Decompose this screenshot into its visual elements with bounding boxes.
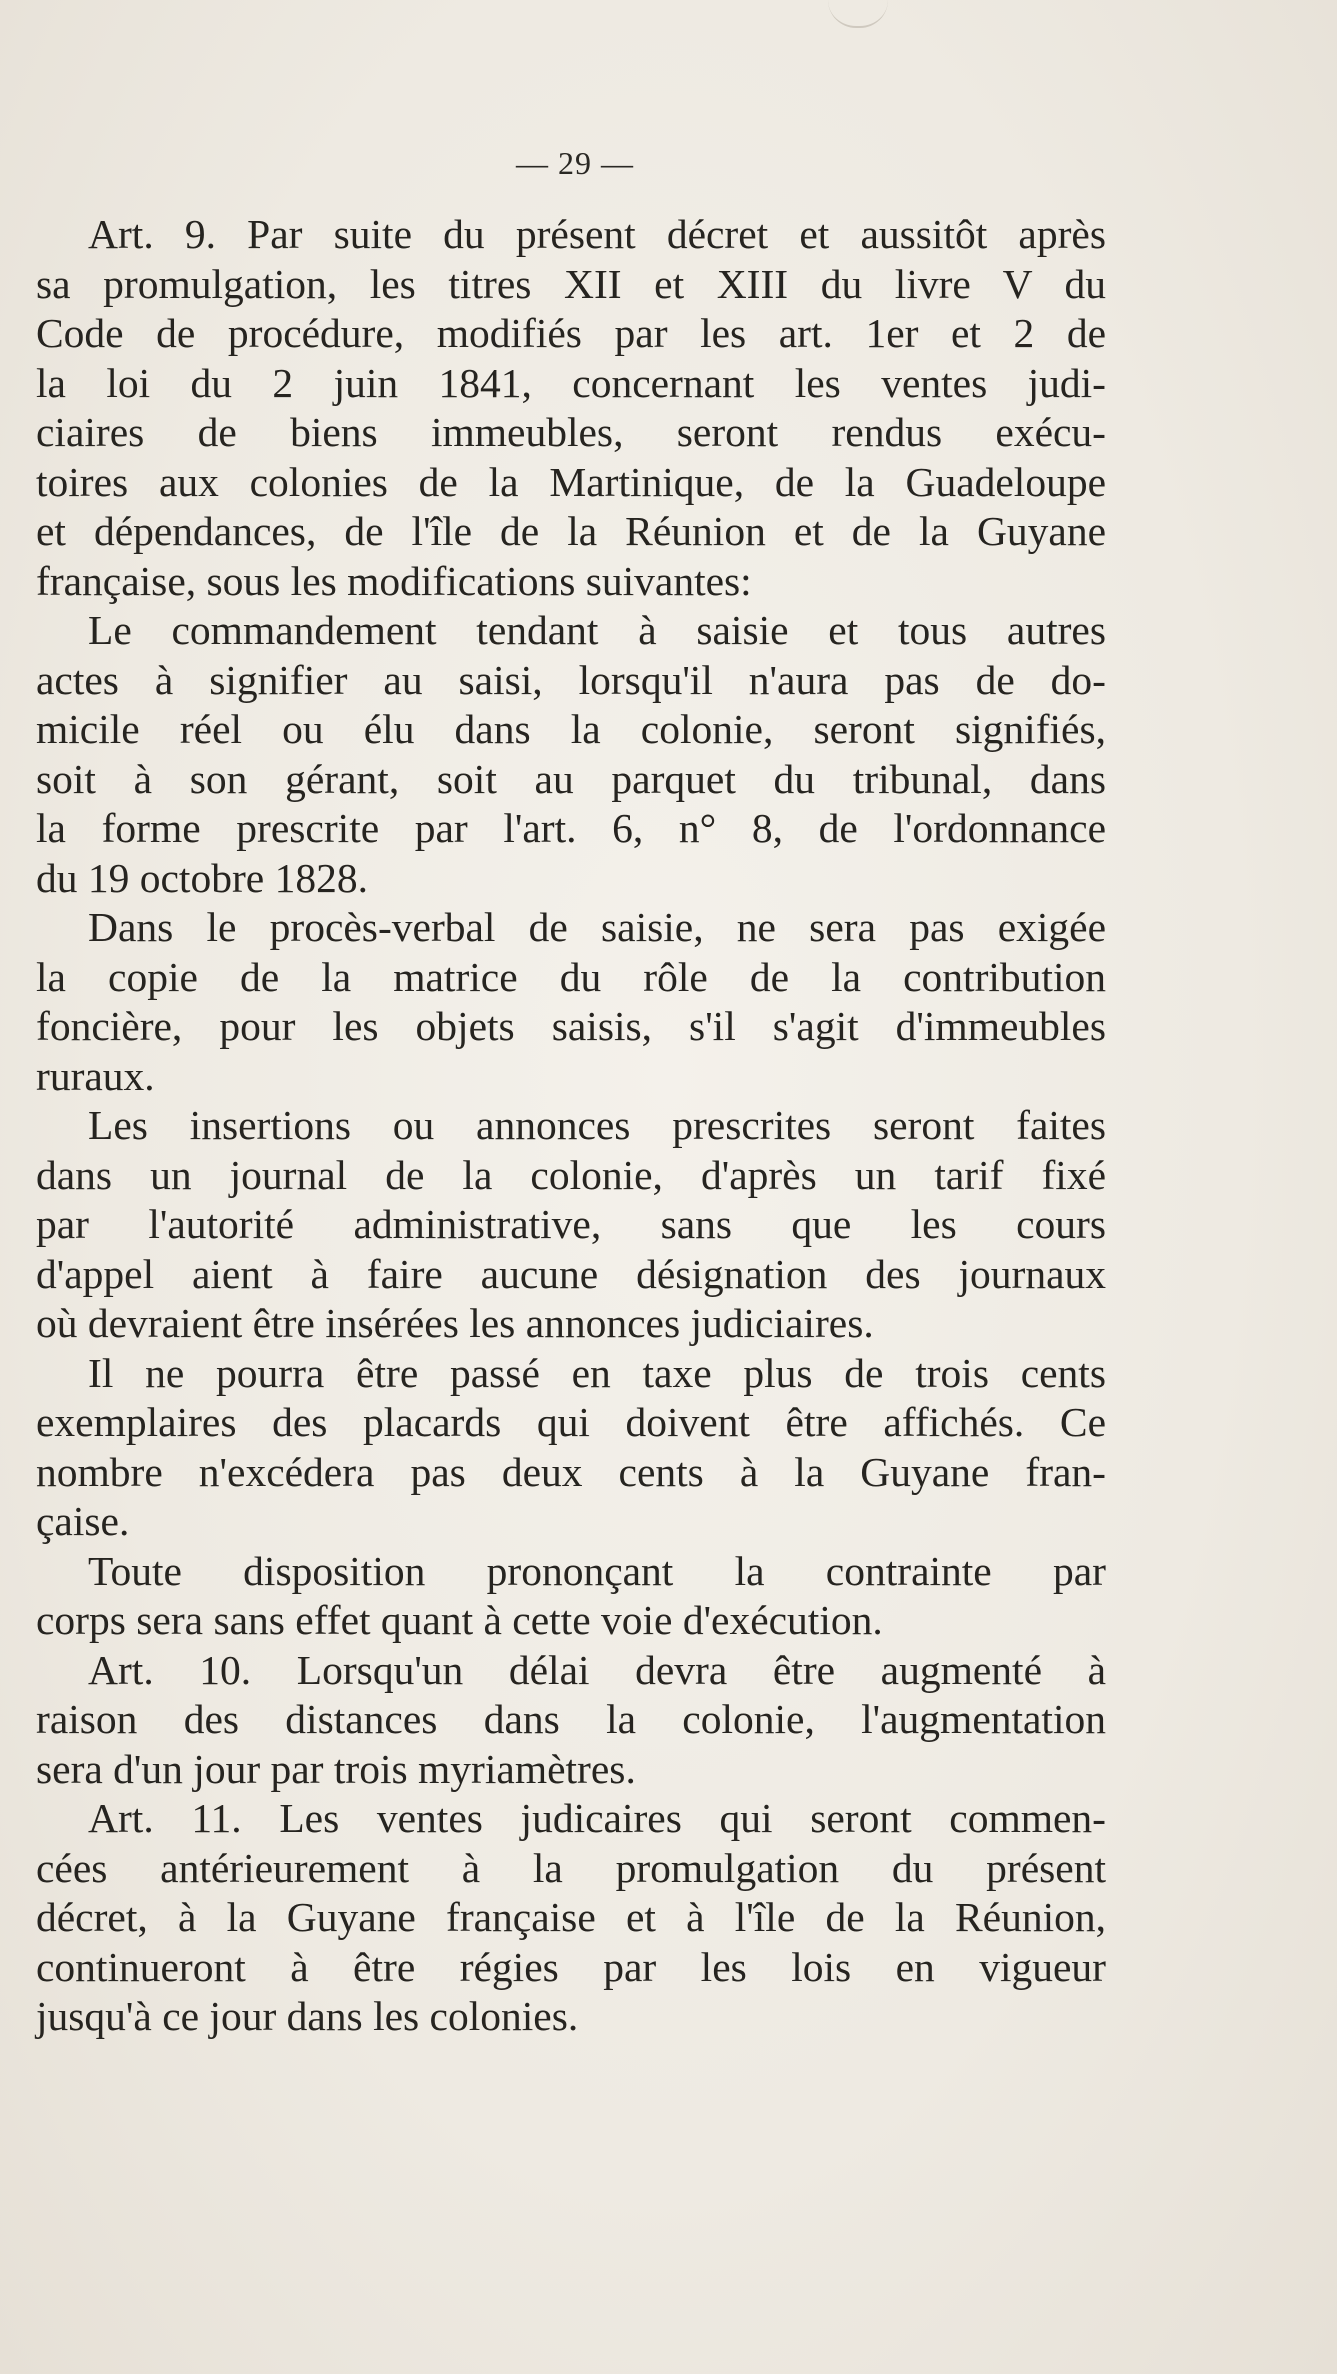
text-line: Dans le procès-verbal de saisie, ne sera pas exigée [88, 904, 1106, 950]
paragraph-contrainte [36, 1547, 1106, 1646]
text-line: du 19 octobre 1828. [36, 854, 368, 901]
text-line: Le commandement tendant à saisie et tous autres [88, 607, 1106, 653]
text-line: ruraux. [36, 1052, 155, 1099]
paragraph-insertions [36, 1101, 1106, 1349]
text-line: foncière, pour les objets saisis, s'il s'agit d'immeubles [36, 1003, 1106, 1049]
text-line: décret, à la Guyane française et à l'île de la Réunion, [36, 1894, 1106, 1940]
paragraph-art-10 [36, 1646, 1106, 1795]
text-line: française, sous les modifications suivantes: [36, 557, 752, 604]
text-line: la loi du 2 juin 1841, concernant les ventes judi- [36, 359, 1106, 406]
text-line: raison des distances dans la colonie, l'augmentation [36, 1696, 1106, 1742]
text-line: la forme prescrite par l'art. 6, n° 8, de l'ordonnance [36, 805, 1106, 851]
text-line: micile réel ou élu dans la colonie, seront signifiés, [36, 706, 1106, 752]
text-line: toires aux colonies de la Martinique, de la Guadeloupe [36, 458, 1106, 505]
text-line: ciaires de biens immeubles, seront rendus exécu- [36, 409, 1106, 455]
text-line: et dépendances, de l'île de la Réunion et de la Guyane [36, 508, 1106, 554]
text-line: actes à signifier au saisi, lorsqu'il n'aura pas de do- [36, 656, 1106, 703]
paragraph-taxe [36, 1349, 1106, 1547]
text-line: Il ne pourra être passé en taxe plus de trois cents [88, 1349, 1106, 1396]
paragraph-commandement [36, 606, 1106, 903]
text-line: exemplaires des placards qui doivent être affichés. Ce [36, 1399, 1106, 1445]
pencil-mark [828, 0, 888, 28]
text-line: Code de procédure, modifiés par les art. 1er et 2 de [36, 310, 1106, 356]
text-line: continueront à être régies par les lois en vigueur [36, 1943, 1106, 1990]
text-line: dans un journal de la colonie, d'après un tarif fixé [36, 1151, 1106, 1198]
text-line: Toute disposition prononçant la contrainte par [88, 1547, 1106, 1594]
text-line: d'appel aient à faire aucune désignation des journaux [36, 1250, 1106, 1297]
text-line: Art. 11. Les ventes judicaires qui seront commen- [88, 1795, 1106, 1841]
paragraph-proces-verbal [36, 903, 1106, 1101]
text-line: soit à son gérant, soit au parquet du tribunal, dans [36, 755, 1106, 802]
text-line: la copie de la matrice du rôle de la contribution [36, 953, 1106, 1000]
text-line: cées antérieurement à la promulgation du présent [36, 1844, 1106, 1891]
text-line: Les insertions ou annonces prescrites seront faites [88, 1102, 1106, 1148]
page-number: — 29 — [516, 145, 634, 181]
text-line: par l'autorité administrative, sans que les cours [36, 1201, 1106, 1247]
paragraph-art-9 [36, 210, 1106, 606]
paragraph-art-11 [36, 1794, 1106, 2042]
text-line: Art. 9. Par suite du présent décret et aussitôt après [88, 211, 1106, 257]
text-line: Art. 10. Lorsqu'un délai devra être augmenté à [88, 1646, 1106, 1693]
text-line: sera d'un jour par trois myriamètres. [36, 1745, 636, 1792]
text-line: sa promulgation, les titres XII et XIII du livre V du [36, 260, 1106, 307]
text-line: jusqu'à ce jour dans les colonies. [36, 1993, 579, 2039]
text-line: çaise. [36, 1498, 130, 1544]
text-line: où devraient être insérées les annonces judiciaires. [36, 1300, 874, 1346]
text-line: nombre n'excédera pas deux cents à la Guyane fran- [36, 1448, 1106, 1495]
text-line: corps sera sans effet quant à cette voie d'exécution. [36, 1597, 883, 1643]
body-text [36, 210, 1106, 2042]
